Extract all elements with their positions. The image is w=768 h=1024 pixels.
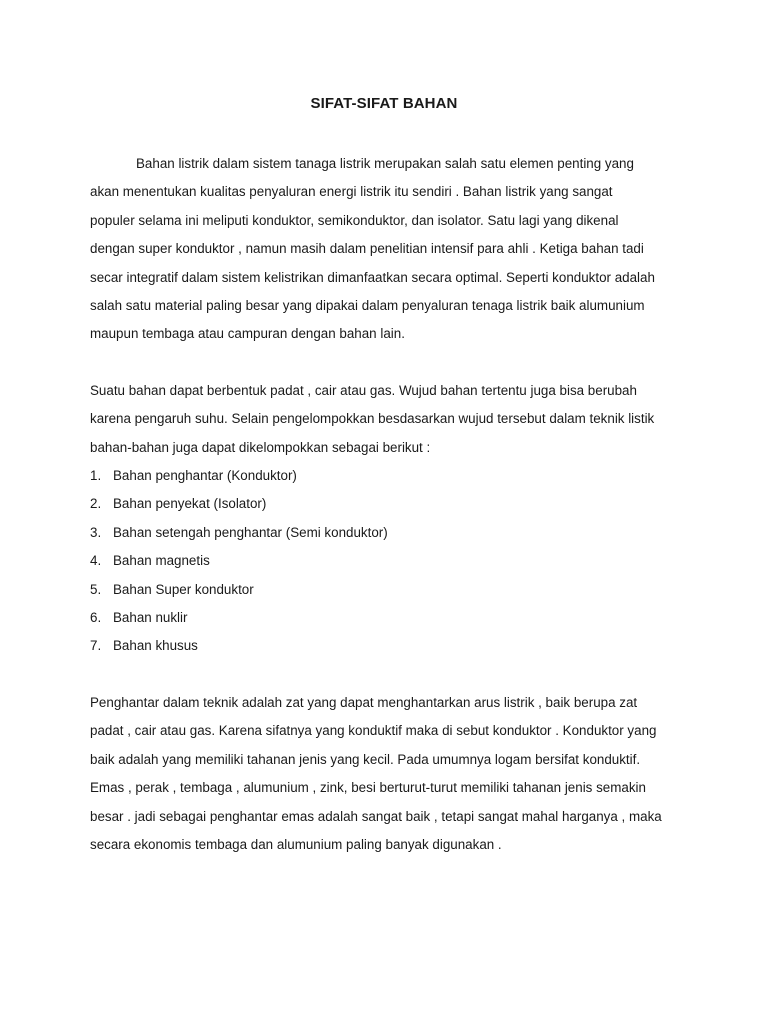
paragraph-line: maupun tembaga atau campuran dengan bahan lain. — [90, 326, 405, 342]
paragraph-line: besar . jadi sebagai penghantar emas adalah sangat baik , tetapi sangat mahal harganya , maka — [90, 808, 662, 824]
list-number: 1. — [90, 468, 102, 483]
paragraph-line: bahan-bahan juga dapat dikelompokkan sebagai berikut : — [90, 439, 431, 455]
paragraph-line: Suatu bahan dapat berbentuk padat , cair atau gas. Wujud bahan tertentu juga bisa berubah — [90, 383, 637, 398]
list-number: 5. — [90, 581, 102, 597]
list-text: Bahan penyekat (Isolator) — [113, 496, 267, 512]
list-item — [90, 490, 388, 518]
paragraph-line: dengan super konduktor , namun masih dalam penelitian intensif para ahli . Ketiga bahan tadi — [90, 241, 644, 257]
document-title: SIFAT-SIFAT BAHAN — [310, 95, 458, 112]
list-item — [90, 632, 388, 660]
paragraph-line: akan menentukan kualitas penyaluran energi listrik itu sendiri . Bahan listrik yang sangat — [90, 184, 613, 200]
paragraph-line: Penghantar dalam teknik adalah zat yang dapat menghantarkan arus listrik , baik berupa zat — [90, 695, 638, 710]
paragraph-line: secar integratif dalam sistem kelistrikan dimanfaatkan secara optimal. Seperti konduktor adalah — [90, 269, 655, 285]
paragraph-line: populer selama ini meliputi konduktor, semikonduktor, dan isolator. Satu lagi yang dikenal — [90, 212, 619, 228]
list-number: 7. — [90, 638, 102, 654]
list-number: 4. — [90, 553, 102, 569]
paragraph-conductor — [90, 689, 690, 859]
paragraph-line: Emas , perak , tembaga , alumunium , zink, besi berturut-turut memiliki tahanan jenis semakin — [90, 780, 646, 796]
list-text: Bahan nuklir — [113, 609, 188, 625]
material-list — [90, 462, 388, 661]
list-number: 3. — [90, 524, 102, 540]
list-text: Bahan setengah penghantar (Semi konduktor) — [113, 524, 388, 540]
paragraph-line: padat , cair atau gas. Karena sifatnya yang konduktif maka di sebut konduktor . Konduktor yang — [90, 723, 657, 739]
list-item — [90, 604, 388, 632]
list-item — [90, 462, 388, 490]
paragraph-intro — [90, 150, 690, 349]
paragraph-line: baik adalah yang memiliki tahanan jenis yang kecil. Pada umumnya logam bersifat konduktif. — [90, 751, 641, 767]
list-text: Bahan magnetis — [113, 553, 210, 569]
list-item — [90, 519, 388, 547]
list-text: Bahan Super konduktor — [113, 581, 254, 597]
paragraph-line: secara ekonomis tembaga dan alumunium paling banyak digunakan . — [90, 836, 502, 852]
list-number: 6. — [90, 609, 102, 625]
paragraph-classification — [90, 377, 690, 462]
list-number: 2. — [90, 496, 102, 512]
paragraph-line: karena pengaruh suhu. Selain pengelompokkan besdasarkan wujud tersebut dalam teknik listik — [90, 411, 655, 427]
list-text: Bahan khusus — [113, 638, 198, 654]
paragraph-line: salah satu material paling besar yang dipakai dalam penyaluran tenaga listrik baik alumunium — [90, 297, 645, 313]
paragraph-line: Bahan listrik dalam sistem tanaga listrik merupakan salah satu elemen penting yang — [136, 156, 634, 171]
list-text: Bahan penghantar (Konduktor) — [113, 468, 297, 483]
list-item — [90, 547, 388, 575]
list-item — [90, 576, 388, 604]
